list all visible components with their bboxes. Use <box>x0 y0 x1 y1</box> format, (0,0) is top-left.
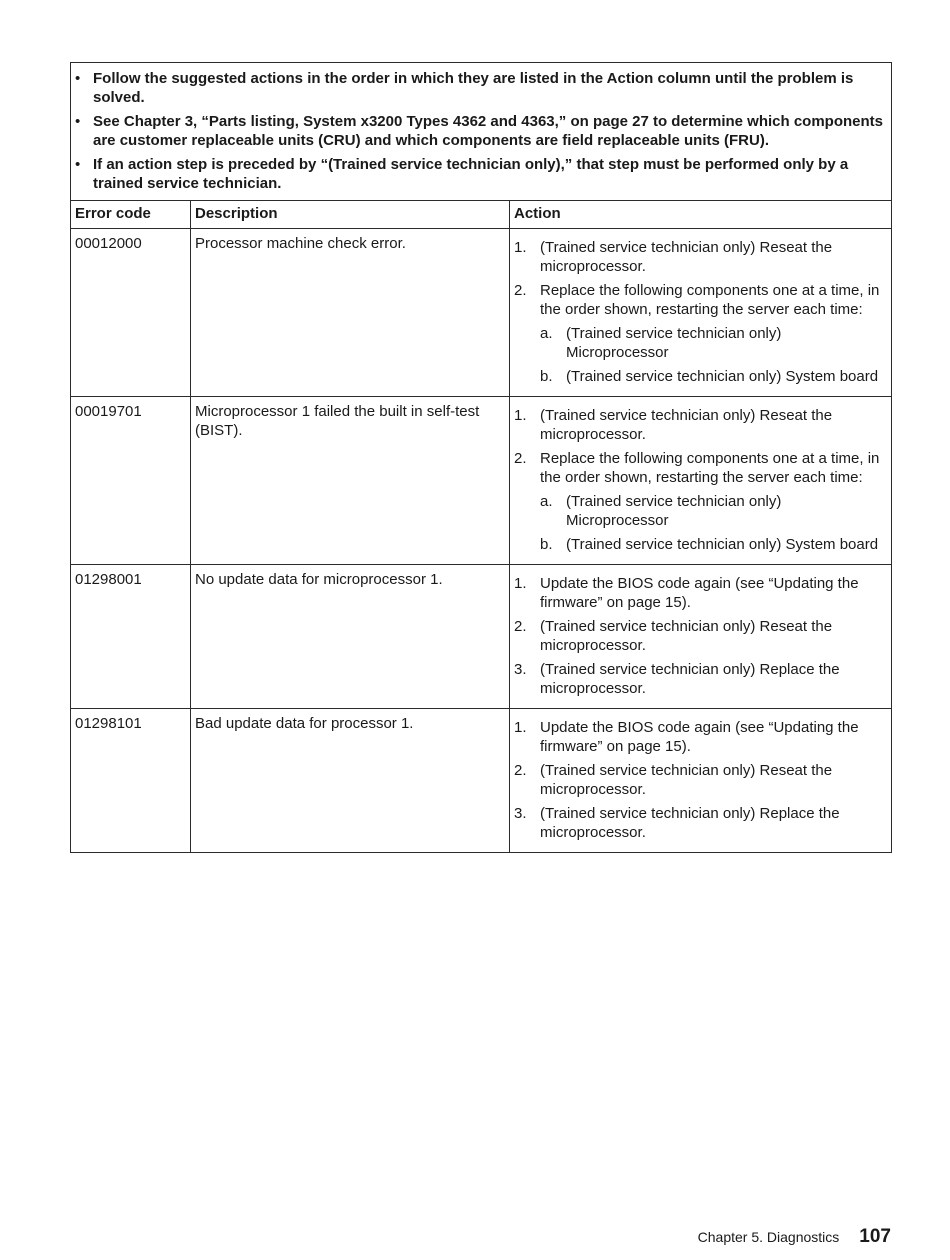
step-text: (Trained service technician only) Reseat the microprocessor. <box>540 762 833 798</box>
notes-list <box>75 69 883 193</box>
note-item: • Follow the suggested actions in the order in which they are listed in the Action column until the problem is solved. <box>75 70 854 106</box>
description-cell: Processor machine check error. <box>191 229 510 397</box>
step-number: 2. <box>514 762 527 779</box>
step-text: (Trained service technician only) Replace the microprocessor. <box>540 805 840 841</box>
table-row <box>71 397 892 565</box>
error-code-cell: 01298101 <box>71 709 191 853</box>
table-row <box>71 229 892 397</box>
notes-cell <box>71 63 892 201</box>
description-cell: Bad update data for processor 1. <box>191 709 510 853</box>
bullet-icon: • <box>75 113 81 130</box>
action-step <box>514 238 885 276</box>
action-steps <box>514 718 885 842</box>
action-step <box>514 761 885 799</box>
table-body <box>71 229 892 853</box>
note-item: • If an action step is preceded by “(Trained service technician only),” that step must be performed only by a trained service technician. <box>75 156 849 192</box>
sub-step-text: (Trained service technician only) System board <box>566 536 879 553</box>
step-number: 1. <box>514 719 527 736</box>
step-text: (Trained service technician only) Reseat the microprocessor. <box>540 407 833 443</box>
action-step <box>514 804 885 842</box>
action-step <box>514 449 885 554</box>
table-row <box>71 709 892 853</box>
sub-steps <box>540 324 885 386</box>
action-step <box>514 574 885 612</box>
chapter-label: Chapter 5. Diagnostics <box>697 1229 840 1245</box>
step-number: 2. <box>514 450 527 467</box>
sub-step-letter: a. <box>540 493 553 510</box>
step-number: 2. <box>514 618 527 635</box>
action-cell <box>510 229 892 397</box>
sub-step <box>540 492 885 530</box>
error-code-cell: 00019701 <box>71 397 191 565</box>
sub-step-letter: b. <box>540 536 553 553</box>
step-text: (Trained service technician only) Reseat the microprocessor. <box>540 239 833 275</box>
sub-step-text: (Trained service technician only) Microprocessor <box>566 325 782 361</box>
step-number: 1. <box>514 239 527 256</box>
error-code-cell: 00012000 <box>71 229 191 397</box>
page-number: 107 <box>859 1226 891 1247</box>
description-cell: No update data for microprocessor 1. <box>191 565 510 709</box>
action-steps <box>514 406 885 554</box>
action-step <box>514 617 885 655</box>
action-cell <box>510 565 892 709</box>
page-footer <box>698 1226 891 1248</box>
sub-step-letter: b. <box>540 368 553 385</box>
header-description: Description <box>191 201 510 229</box>
step-number: 3. <box>514 805 527 822</box>
sub-step-text: (Trained service technician only) Microprocessor <box>566 493 782 529</box>
error-code-cell: 01298001 <box>71 565 191 709</box>
step-text: (Trained service technician only) Replace the microprocessor. <box>540 661 840 697</box>
header-error-code: Error code <box>71 201 191 229</box>
action-step <box>514 281 885 386</box>
action-step <box>514 718 885 756</box>
sub-step-text: (Trained service technician only) System board <box>566 368 879 385</box>
action-steps <box>514 238 885 386</box>
sub-step-letter: a. <box>540 325 553 342</box>
description-cell: Microprocessor 1 failed the built in self-test (BIST). <box>191 397 510 565</box>
step-text: Update the BIOS code again (see “Updating the firmware” on page 15). <box>540 575 859 611</box>
step-number: 2. <box>514 282 527 299</box>
step-number: 1. <box>514 407 527 424</box>
bullet-icon: • <box>75 156 81 173</box>
sub-step <box>540 535 885 554</box>
step-number: 3. <box>514 661 527 678</box>
action-cell <box>510 397 892 565</box>
error-code-table <box>70 62 892 853</box>
step-text: Update the BIOS code again (see “Updating the firmware” on page 15). <box>540 719 859 755</box>
step-text: Replace the following components one at a time, in the order shown, restarting the server each time: <box>540 450 880 486</box>
notes-row <box>71 63 892 201</box>
table-header-row <box>71 201 892 229</box>
action-steps <box>514 574 885 698</box>
sub-step <box>540 324 885 362</box>
step-text: Replace the following components one at a time, in the order shown, restarting the server each time: <box>540 282 880 318</box>
step-number: 1. <box>514 575 527 592</box>
table-row <box>71 565 892 709</box>
bullet-icon: • <box>75 70 81 87</box>
action-step <box>514 406 885 444</box>
note-item: • See Chapter 3, “Parts listing, System x3200 Types 4362 and 4363,” on page 27 to determine which components are customer replaceable units (CRU) and which components are field replaceable units (FRU). <box>75 113 884 149</box>
action-cell <box>510 709 892 853</box>
action-step <box>514 660 885 698</box>
header-action: Action <box>510 201 892 229</box>
step-text: (Trained service technician only) Reseat the microprocessor. <box>540 618 833 654</box>
sub-steps <box>540 492 885 554</box>
sub-step <box>540 367 885 386</box>
